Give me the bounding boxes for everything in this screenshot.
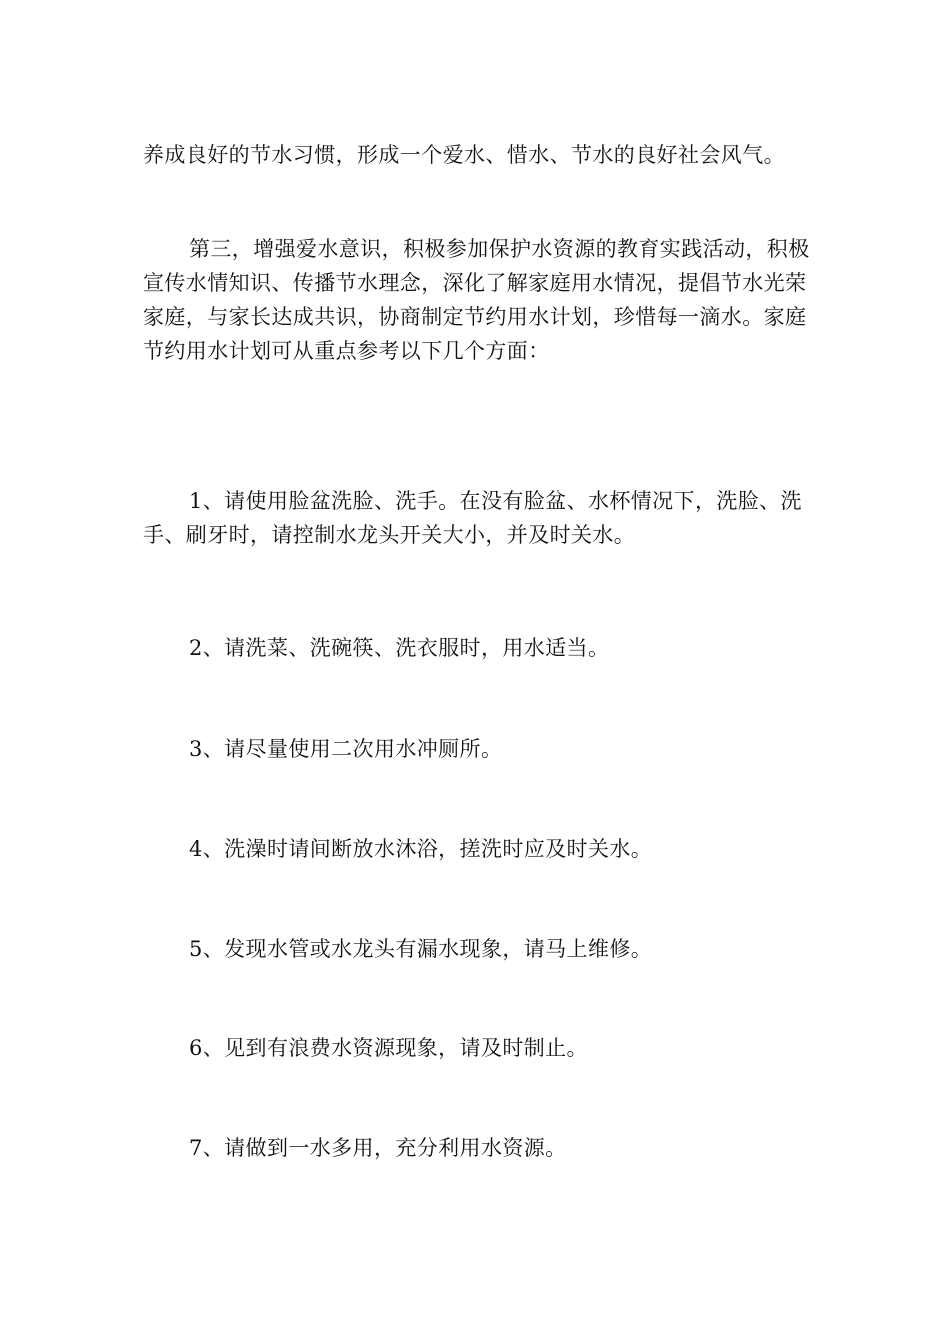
list-item-2: 2、请洗菜、洗碗筷、洗衣服时，用水适当。 (189, 636, 610, 660)
list-item-3: 3、请尽量使用二次用水冲厕所。 (189, 737, 503, 761)
list-item-7: 7、请做到一水多用，充分利用水资源。 (189, 1136, 567, 1160)
list-item-6: 6、见到有浪费水资源现象，请及时制止。 (189, 1036, 588, 1060)
paragraph-continuation: 养成良好的节水习惯，形成一个爱水、惜水、节水的良好社会风气。 (143, 143, 785, 167)
list-item-4: 4、洗澡时请间断放水沐浴，搓洗时应及时关水。 (189, 837, 653, 861)
paragraph-third-point: 第三，增强爱水意识，积极参加保护水资源的教育实践活动，积极宣传水情知识、传播节水理念，深化了解家庭用水情况，提倡节水光荣家庭，与家长达成共识，协商制定节约用水计划，珍惜每一滴水。家庭节约用水计划可从重点参考以下几个方面： (143, 237, 810, 363)
list-item-5: 5、发现水管或水龙头有漏水现象，请马上维修。 (189, 937, 653, 961)
list-item-1: 1、请使用脸盆洗脸、洗手。在没有脸盆、水杯情况下，洗脸、洗手、刷牙时，请控制水龙头开关大小，并及时关水。 (143, 489, 802, 547)
